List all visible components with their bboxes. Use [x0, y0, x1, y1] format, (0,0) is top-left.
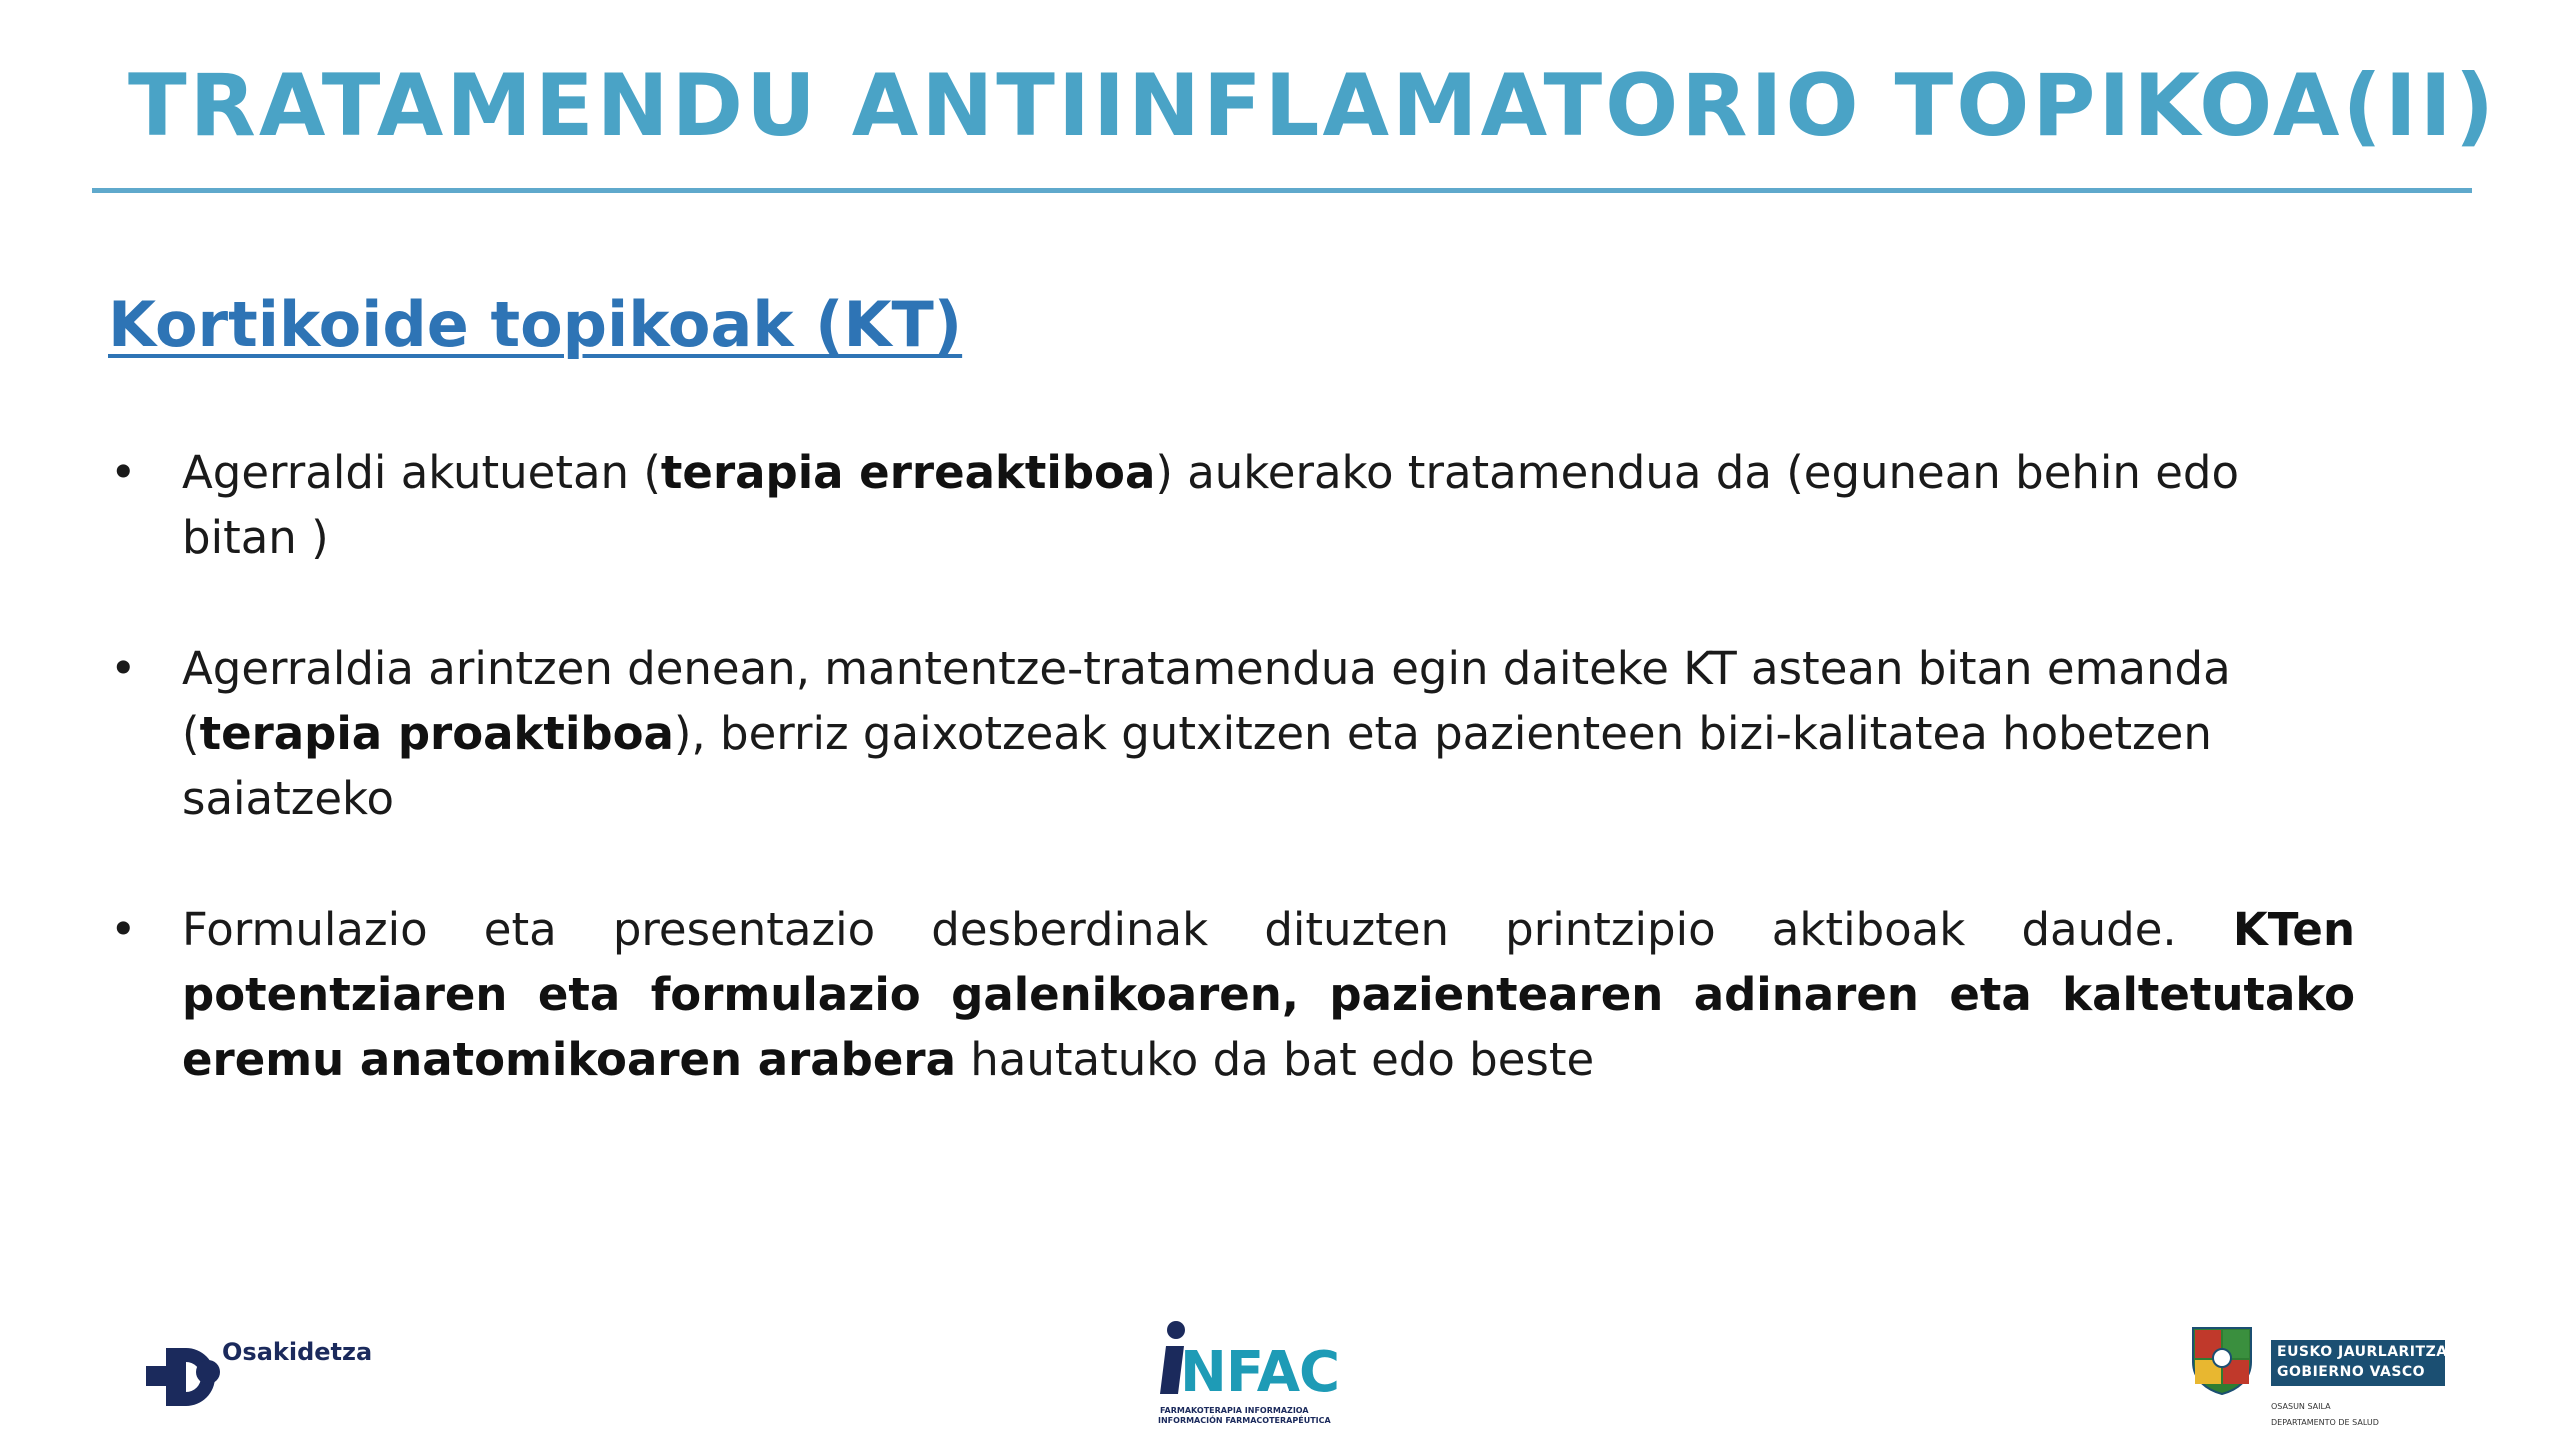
bullet-text: ) aukerako tratamendua da (egunean behin edo bitan ): [182, 446, 2240, 564]
infac-caption-es: INFORMACIÓN FARMACOTERAPÉUTICA: [1158, 1416, 1331, 1425]
infac-wordmark: NFAC: [1180, 1340, 1340, 1405]
infac-logo: [1140, 1320, 1355, 1425]
bullet-text: Formulazio eta presentazio desberdinak dituzten printzipio aktiboak daude.: [182, 903, 2233, 956]
coat-of-arms-icon: [2185, 1322, 2259, 1396]
infac-caption-eu: FARMAKOTERAPIA INFORMAZIOA: [1160, 1406, 1309, 1415]
bullet-bold-text: KTen potentziaren eta formulazio galenikoaren, pazientearen adinaren eta kaltetutako eremu anatomikoaren arabera: [182, 903, 2355, 1086]
bullet-item-1: [110, 440, 2355, 570]
bullet-text: ), berriz gaixotzeak gutxitzen eta pazienteen bizi-kalitatea hobetzen saiatzeko: [182, 707, 2212, 825]
bullet-text: hautatuko da bat edo beste: [955, 1033, 1595, 1086]
eusko-jaurlaritza-logo: [2185, 1322, 2448, 1432]
ej-department-eu: OSASUN SAILA: [2271, 1402, 2331, 1411]
ej-department-es: DEPARTAMENTO DE SALUD: [2271, 1418, 2379, 1427]
osakidetza-wordmark: Osakidetza: [222, 1338, 373, 1366]
ej-name-es: GOBIERNO VASCO: [2277, 1364, 2426, 1380]
bullet-item-3: [110, 897, 2355, 1092]
bullet-bold-text: terapia proaktiboa: [199, 707, 674, 760]
slide-title: TRATAMENDU ANTIINFLAMATORIO TOPIKOA(II): [128, 56, 2498, 156]
bullet-bold-text: terapia erreaktiboa: [660, 446, 1156, 499]
section-subtitle: Kortikoide topikoak (KT): [108, 288, 963, 361]
osakidetza-logo: [146, 1336, 386, 1416]
ej-name-eu: EUSKO JAURLARITZA: [2277, 1344, 2448, 1360]
bullet-text: Agerraldia arintzen denean, mantentze-tratamendua egin daiteke KT astean bitan emanda (: [182, 642, 2231, 760]
bullet-text: Agerraldi akutuetan (: [182, 446, 661, 499]
bullet-item-2: [110, 636, 2355, 831]
osakidetza-cross-icon: [146, 1336, 226, 1416]
title-divider: [92, 188, 2472, 193]
bullet-list: [110, 440, 2355, 1158]
